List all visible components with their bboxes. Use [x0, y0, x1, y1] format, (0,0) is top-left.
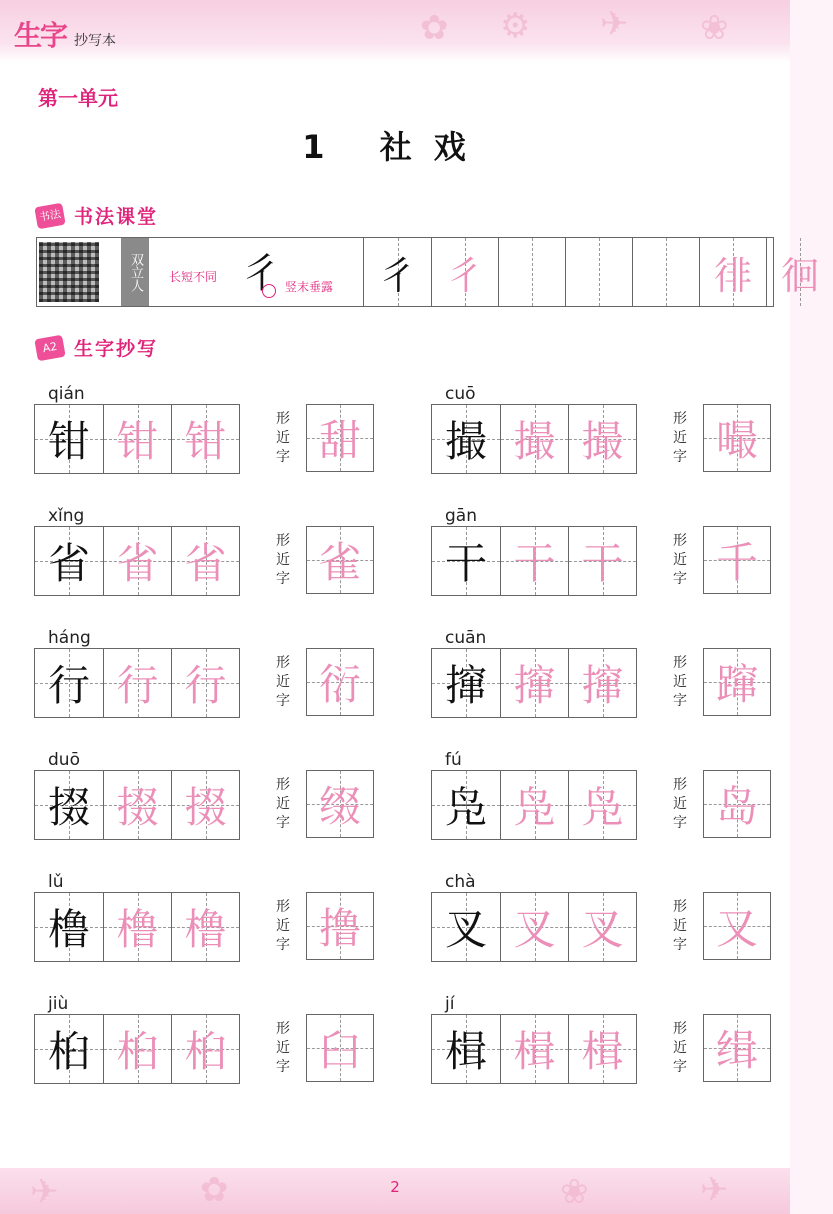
stroke-note-left: 长短不同	[169, 270, 218, 284]
similar-character-cell[interactable]	[703, 648, 771, 716]
flower-decoration-icon: ❀	[560, 1172, 589, 1212]
model-character-cell[interactable]	[35, 771, 103, 839]
calligraphy-cell-char: 徘	[713, 253, 752, 298]
similar-character-glyph: 撸	[318, 904, 361, 953]
character-glyph: 省	[47, 539, 90, 588]
writing-grid	[431, 648, 637, 718]
similar-character-glyph: 臼	[318, 1026, 361, 1075]
qr-code-icon[interactable]	[39, 242, 99, 302]
brand-sub-text: 抄写本	[74, 33, 117, 49]
trace-character-cell[interactable]	[500, 893, 568, 961]
similar-character-glyph: 又	[715, 904, 758, 953]
similar-character-label: 形近字	[276, 777, 290, 831]
similar-character-cell[interactable]	[703, 404, 771, 472]
calligraphy-cell[interactable]	[498, 238, 565, 306]
character-glyph: 掇	[47, 783, 90, 832]
trace-character-cell[interactable]	[568, 1015, 636, 1083]
trace-character-cell[interactable]	[171, 527, 239, 595]
similar-character-glyph: 衍	[318, 660, 361, 709]
similar-character-label: 形近字	[276, 411, 290, 465]
similar-character-cell[interactable]	[306, 770, 374, 838]
character-glyph: 行	[116, 661, 159, 710]
pinyin-label: cuān	[445, 628, 487, 648]
character-glyph: 叉	[444, 905, 487, 954]
character-practice-block	[34, 506, 384, 616]
writing-grid	[431, 1014, 637, 1084]
trace-character-cell[interactable]	[103, 649, 171, 717]
similar-character-label: 形近字	[673, 1021, 687, 1075]
model-character-cell[interactable]	[432, 649, 500, 717]
similar-character-cell[interactable]	[703, 1014, 771, 1082]
character-glyph: 桕	[47, 1027, 90, 1076]
flower-decoration-icon: ❀	[700, 8, 729, 48]
similar-character-cell[interactable]	[306, 1014, 374, 1082]
page-number: 2	[390, 1178, 400, 1196]
character-glyph: 橹	[116, 905, 159, 954]
trace-character-cell[interactable]	[568, 527, 636, 595]
character-glyph: 行	[184, 661, 227, 710]
writing-grid	[431, 526, 637, 596]
character-glyph: 撺	[513, 661, 556, 710]
similar-character-label: 形近字	[673, 777, 687, 831]
character-glyph: 钳	[184, 417, 227, 466]
character-glyph: 楫	[444, 1027, 487, 1076]
stroke-end-circle-icon	[262, 284, 276, 298]
brand-main-text: 生字	[14, 19, 67, 52]
trace-character-cell[interactable]	[171, 405, 239, 473]
writing-grid	[34, 1014, 240, 1084]
radical-name-tag: 双立人	[121, 238, 149, 306]
practice-section-header	[36, 334, 158, 361]
character-glyph: 桕	[116, 1027, 159, 1076]
calligraphy-row	[36, 237, 819, 307]
practice-section-label: 生字抄写	[74, 338, 159, 360]
character-practice-block	[431, 750, 781, 860]
trace-character-cell[interactable]	[568, 771, 636, 839]
similar-character-glyph: 甜	[318, 416, 361, 465]
similar-character-cell[interactable]	[306, 526, 374, 594]
character-practice-block	[34, 872, 384, 982]
calligraphy-section-header	[36, 202, 158, 229]
stroke-note-right: 竖末垂露	[285, 280, 334, 294]
calligraphy-cell-char: 彳	[378, 253, 417, 298]
model-character-cell[interactable]	[35, 527, 103, 595]
character-glyph: 凫	[581, 783, 624, 832]
similar-character-label: 形近字	[276, 1021, 290, 1075]
trace-character-cell[interactable]	[103, 893, 171, 961]
character-practice-block	[431, 628, 781, 738]
calligraphy-cell[interactable]	[766, 238, 833, 306]
character-practice-block	[431, 384, 781, 494]
gear-decoration-icon: ⚙	[500, 6, 531, 46]
character-glyph: 行	[47, 661, 90, 710]
calligraphy-cell[interactable]	[699, 238, 766, 306]
character-glyph: 掇	[116, 783, 159, 832]
character-glyph: 凫	[513, 783, 556, 832]
calligraphy-practice-cells	[364, 238, 833, 306]
writing-grid	[431, 770, 637, 840]
character-glyph: 桕	[184, 1027, 227, 1076]
pinyin-label: gān	[445, 506, 477, 526]
calligraphy-section-label: 书法课堂	[74, 206, 159, 228]
model-character-cell[interactable]	[432, 527, 500, 595]
model-character-cell[interactable]	[35, 893, 103, 961]
trace-character-cell[interactable]	[500, 405, 568, 473]
character-glyph: 省	[116, 539, 159, 588]
similar-character-glyph: 缉	[715, 1026, 758, 1075]
similar-character-cell[interactable]	[703, 526, 771, 594]
character-practice-block	[34, 750, 384, 860]
similar-character-glyph: 嘬	[715, 416, 758, 465]
character-practice-block	[34, 994, 384, 1104]
character-glyph: 钳	[116, 417, 159, 466]
writing-grid	[34, 770, 240, 840]
trace-character-cell[interactable]	[171, 1015, 239, 1083]
lesson-title: 1 社戏	[302, 128, 488, 166]
trace-character-cell[interactable]	[171, 649, 239, 717]
similar-character-glyph: 雀	[318, 538, 361, 587]
calligraphy-cell-char: 彳	[445, 253, 484, 298]
calligraphy-cell[interactable]	[632, 238, 699, 306]
similar-character-label: 形近字	[673, 411, 687, 465]
pinyin-label: duō	[48, 750, 80, 770]
character-glyph: 干	[581, 539, 624, 588]
pinyin-label: háng	[48, 628, 91, 648]
similar-character-label: 形近字	[673, 533, 687, 587]
similar-character-glyph: 岛	[715, 782, 758, 831]
character-glyph: 撺	[581, 661, 624, 710]
character-glyph: 干	[444, 539, 487, 588]
similar-character-label: 形近字	[276, 655, 290, 709]
character-practice-block	[431, 994, 781, 1104]
similar-character-cell[interactable]	[306, 648, 374, 716]
similar-character-cell[interactable]	[703, 770, 771, 838]
similar-character-label: 形近字	[673, 899, 687, 953]
character-glyph: 楫	[581, 1027, 624, 1076]
trace-character-cell[interactable]	[500, 1015, 568, 1083]
character-practice-block	[431, 506, 781, 616]
rocket-decoration-icon: ✈	[700, 1170, 729, 1210]
notebook-icon: A2	[34, 334, 65, 361]
rocket-decoration-icon: ✈	[600, 4, 629, 44]
trace-character-cell[interactable]	[103, 1015, 171, 1083]
character-glyph: 凫	[444, 783, 487, 832]
trace-character-cell[interactable]	[171, 893, 239, 961]
radical-model-glyph: 彳	[241, 251, 281, 297]
similar-character-cell[interactable]	[306, 404, 374, 472]
similar-character-glyph: 蹿	[715, 660, 758, 709]
character-practice-block	[431, 872, 781, 982]
trace-character-cell[interactable]	[500, 527, 568, 595]
trace-character-cell[interactable]	[171, 771, 239, 839]
character-practice-block	[34, 628, 384, 738]
radical-model-area	[149, 238, 364, 306]
writing-grid	[431, 892, 637, 962]
model-character-cell[interactable]	[35, 405, 103, 473]
calligraphy-cell-char: 徊	[780, 253, 819, 298]
character-glyph: 省	[184, 539, 227, 588]
character-glyph: 干	[513, 539, 556, 588]
model-character-cell[interactable]	[432, 405, 500, 473]
pinyin-label: cuō	[445, 384, 476, 404]
calligraphy-cell[interactable]	[431, 238, 498, 306]
calligraphy-cell[interactable]	[565, 238, 632, 306]
trace-character-cell[interactable]	[568, 405, 636, 473]
similar-character-glyph: 千	[715, 538, 758, 587]
character-glyph: 楫	[513, 1027, 556, 1076]
model-character-cell[interactable]	[432, 893, 500, 961]
pinyin-label: chà	[445, 872, 476, 892]
calligraphy-cell[interactable]	[364, 238, 431, 306]
trace-character-cell[interactable]	[103, 771, 171, 839]
writing-grid	[34, 526, 240, 596]
character-glyph: 叉	[581, 905, 624, 954]
flower-decoration-icon: ✿	[200, 1170, 229, 1210]
writing-grid	[34, 404, 240, 474]
trace-character-cell[interactable]	[103, 527, 171, 595]
flower-decoration-icon: ✿	[420, 8, 449, 48]
character-glyph: 橹	[47, 905, 90, 954]
character-glyph: 钳	[47, 417, 90, 466]
brand-logo	[14, 14, 116, 54]
pinyin-label: lǔ	[48, 872, 64, 892]
model-character-cell[interactable]	[432, 771, 500, 839]
character-practice-block	[34, 384, 384, 494]
pinyin-label: fú	[445, 750, 462, 770]
model-character-cell[interactable]	[432, 1015, 500, 1083]
model-character-cell[interactable]	[35, 649, 103, 717]
pinyin-label: jí	[445, 994, 455, 1014]
character-glyph: 叉	[513, 905, 556, 954]
similar-character-cell[interactable]	[703, 892, 771, 960]
trace-character-cell[interactable]	[500, 649, 568, 717]
similar-character-label: 形近字	[276, 899, 290, 953]
character-glyph: 橹	[184, 905, 227, 954]
rocket-decoration-icon: ✈	[30, 1172, 59, 1212]
writing-grid	[34, 648, 240, 718]
character-glyph: 撮	[513, 417, 556, 466]
character-glyph: 撮	[581, 417, 624, 466]
writing-grid	[34, 892, 240, 962]
writing-grid	[431, 404, 637, 474]
book-icon: 书法	[34, 202, 65, 229]
character-glyph: 撮	[444, 417, 487, 466]
pinyin-label: qián	[48, 384, 85, 404]
character-glyph: 掇	[184, 783, 227, 832]
trace-character-cell[interactable]	[103, 405, 171, 473]
similar-character-label: 形近字	[673, 655, 687, 709]
pinyin-label: jiù	[48, 994, 69, 1014]
trace-character-cell[interactable]	[500, 771, 568, 839]
trace-character-cell[interactable]	[568, 649, 636, 717]
model-character-cell[interactable]	[35, 1015, 103, 1083]
similar-character-glyph: 缀	[318, 782, 361, 831]
trace-character-cell[interactable]	[568, 893, 636, 961]
pinyin-label: xǐng	[48, 506, 85, 526]
unit-title: 第一单元	[38, 86, 118, 110]
similar-character-label: 形近字	[276, 533, 290, 587]
similar-character-cell[interactable]	[306, 892, 374, 960]
top-decorative-band	[0, 0, 790, 62]
character-glyph: 撺	[444, 661, 487, 710]
